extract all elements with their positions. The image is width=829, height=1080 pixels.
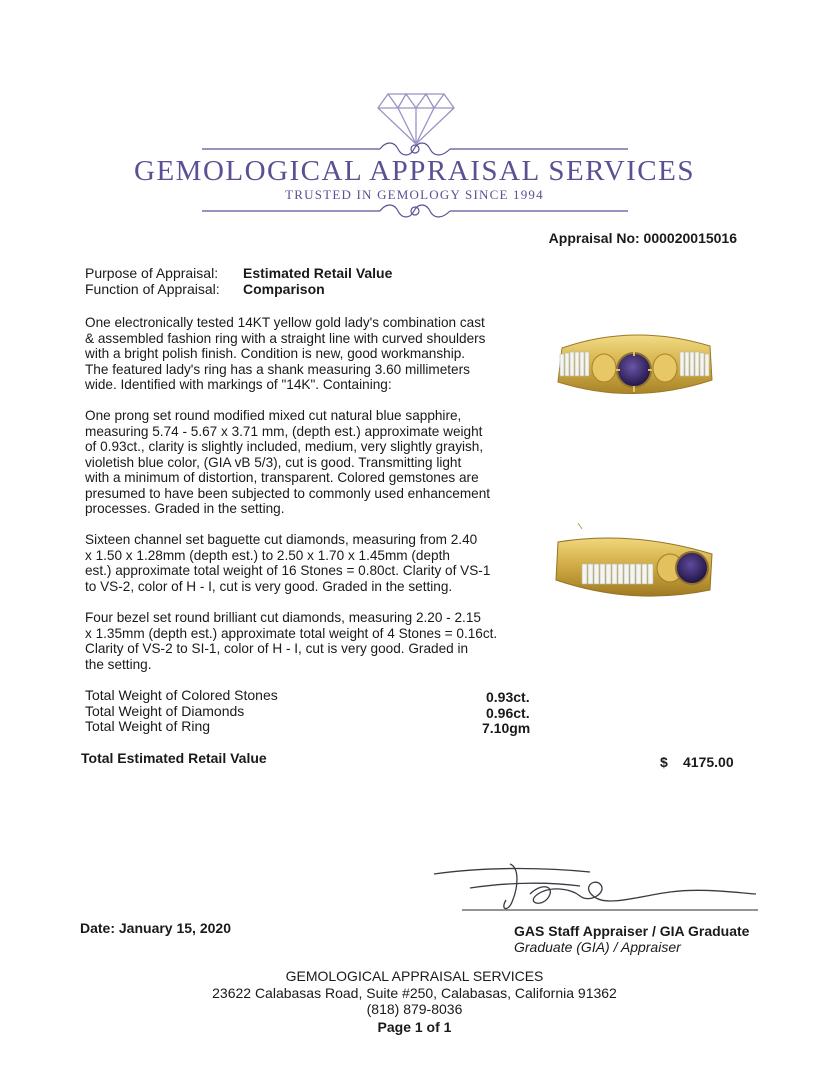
- text-line: Sixteen channel set baguette cut diamonds, measuring from 2.40: [85, 532, 478, 547]
- text-line: est.) approximate total weight of 16 Stones = 0.80ct. Clarity of VS-1: [85, 563, 491, 578]
- appraiser-title: GAS Staff Appraiser / GIA Graduate: [514, 923, 750, 939]
- function-value: Comparison: [243, 281, 325, 297]
- text-line: with a minimum of distortion, transparent. Colored gemstones are: [85, 470, 479, 485]
- appraisal-number: Appraisal No: 000020015016: [548, 230, 737, 246]
- text-line: the setting.: [85, 656, 152, 672]
- text-line: presumed to have been subjected to commonly used enhancement: [85, 485, 491, 501]
- total-value-label: Total Estimated Retail Value: [81, 750, 267, 766]
- company-tagline: TRUSTED IN GEMOLOGY SINCE 1994: [285, 187, 544, 202]
- footer-company: GEMOLOGICAL APPRAISAL SERVICES: [285, 968, 544, 984]
- description-paragraph-2: [85, 408, 500, 517]
- text-line: The featured lady's ring has a shank measuring 3.60 millimeters: [85, 361, 470, 377]
- text-line: Clarity of VS-2 to SI-1, color of H - I, cut is very good. Graded in: [85, 641, 469, 656]
- description-paragraph-4: [85, 610, 500, 672]
- text-line: violetish blue color, (GIA vB 5/3), cut is good. Transmitting light: [85, 454, 462, 470]
- purpose-value: Estimated Retail Value: [243, 265, 393, 281]
- appraisal-date: Date: January 15, 2020: [80, 920, 231, 936]
- text-line: wide. Identified with markings of "14K". Containing:: [85, 377, 392, 392]
- company-logo-title: GEMOLOGICAL APPRAISAL SERVICES: [134, 155, 695, 187]
- total-value-amount: 4175.00: [683, 754, 734, 770]
- total-currency: $: [660, 754, 668, 770]
- function-label: Function of Appraisal:: [85, 281, 220, 297]
- weight-value-colored: 0.93ct.: [486, 689, 530, 705]
- description-paragraph-1: [85, 315, 500, 393]
- text-line: of 0.93ct., clarity is slightly included, medium, very slightly grayish,: [85, 439, 484, 454]
- footer-address: 23622 Calabasas Road, Suite #250, Calabasas, California 91362: [212, 985, 617, 1001]
- weight-value-diamonds: 0.96ct.: [486, 705, 530, 721]
- footer-phone: (818) 879-8036: [366, 1001, 463, 1017]
- text-line: x 1.50 x 1.28mm (depth est.) to 2.50 x 1.70 x 1.45mm (depth: [85, 547, 450, 563]
- text-line: to VS-2, color of H - I, cut is very good. Graded in the setting.: [85, 578, 453, 594]
- text-line: processes. Graded in the setting.: [85, 501, 285, 516]
- text-line: One electronically tested 14KT yellow gold lady's combination cast: [85, 315, 485, 330]
- weight-label-diamonds: Total Weight of Diamonds: [85, 703, 245, 719]
- appraiser-signature: [430, 858, 760, 918]
- ring-photo-front: [552, 318, 717, 410]
- ring-photo-angle: [552, 520, 717, 612]
- purpose-label: Purpose of Appraisal:: [85, 265, 219, 281]
- bottom-ornament-divider: [200, 200, 630, 222]
- weight-label-colored: Total Weight of Colored Stones: [85, 687, 278, 703]
- text-line: One prong set round modified mixed cut natural blue sapphire,: [85, 408, 462, 423]
- description-paragraph-3: [85, 532, 500, 594]
- text-line: measuring 5.74 - 5.67 x 3.71 mm, (depth est.) approximate weight: [85, 423, 483, 439]
- weight-label-ring: Total Weight of Ring: [85, 718, 211, 734]
- page-number: Page 1 of 1: [377, 1019, 452, 1035]
- appraiser-subtitle: Graduate (GIA) / Appraiser: [514, 939, 681, 955]
- text-line: x 1.35mm (depth est.) approximate total weight of 4 Stones = 0.16ct.: [85, 625, 498, 641]
- text-line: & assembled fashion ring with a straight line with curved shoulders: [85, 330, 486, 346]
- text-line: with a bright polish finish. Condition is new, good workmanship.: [85, 346, 466, 361]
- weight-value-ring: 7.10gm: [482, 720, 531, 736]
- text-line: Four bezel set round brilliant cut diamonds, measuring 2.20 - 2.15: [85, 610, 481, 625]
